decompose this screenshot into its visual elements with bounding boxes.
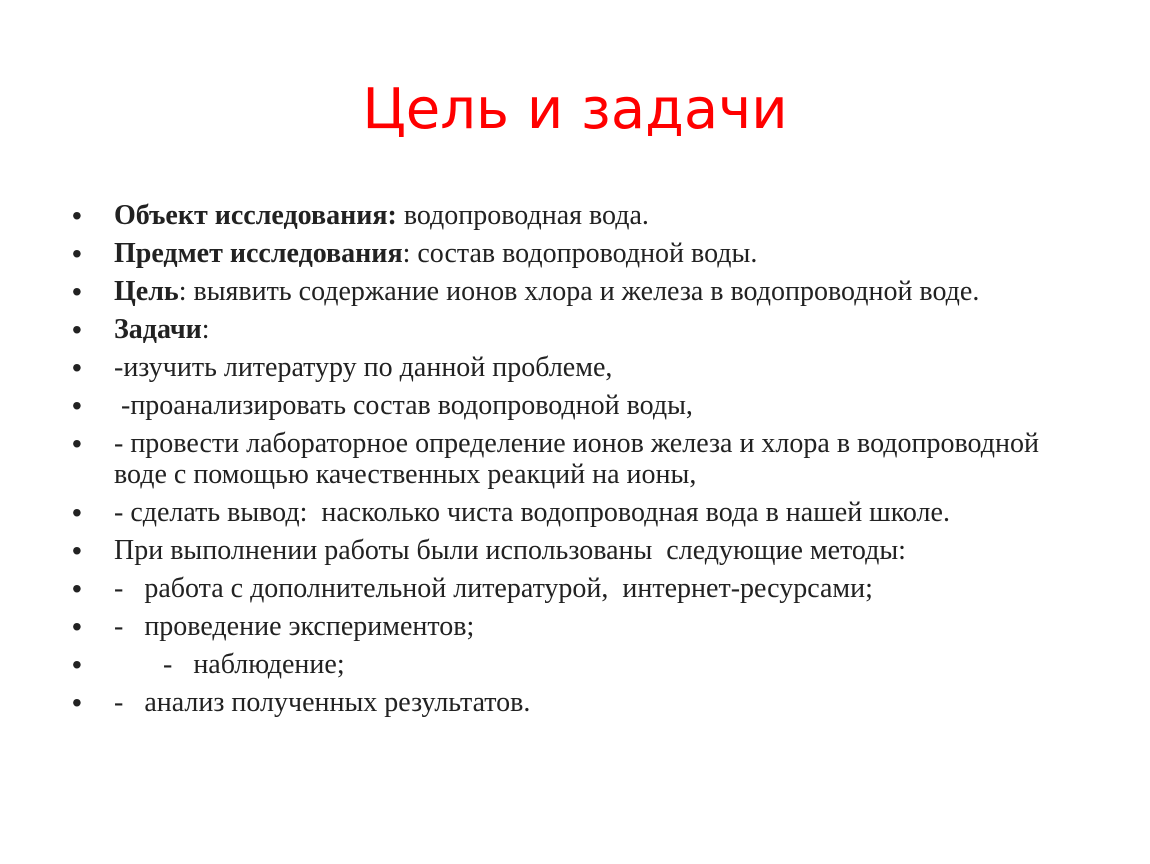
item-text: - провести лабораторное определение ионов железа и хлора в водопроводной воде с помощью качественных реакций на ионы, xyxy=(114,428,1039,490)
bullet-icon: • xyxy=(72,352,82,383)
bullet-list xyxy=(0,200,1150,725)
item-text: - сделать вывод: насколько чиста водопроводная вода в нашей школе. xyxy=(114,497,950,528)
item-text: - наблюдение; xyxy=(114,649,345,680)
bullet-icon: • xyxy=(72,573,82,604)
list-item xyxy=(0,314,1150,345)
list-item xyxy=(0,238,1150,269)
item-bold-label: Объект исследования: xyxy=(114,200,397,231)
list-item xyxy=(0,611,1150,642)
bullet-icon: • xyxy=(72,497,82,528)
list-item xyxy=(0,352,1150,383)
bullet-icon: • xyxy=(72,687,82,718)
list-item xyxy=(0,428,1150,490)
bullet-icon: • xyxy=(72,649,82,680)
item-text: При выполнении работы были использованы следующие методы: xyxy=(114,535,906,566)
item-text: - работа с дополнительной литературой, интернет-ресурсами; xyxy=(114,573,873,604)
item-text: водопроводная вода. xyxy=(396,200,649,231)
item-text: - анализ полученных результатов. xyxy=(114,687,531,718)
item-bold-label: Задачи xyxy=(114,314,202,345)
bullet-icon: • xyxy=(72,276,82,307)
list-item xyxy=(0,200,1150,231)
bullet-icon: • xyxy=(72,535,82,566)
list-item xyxy=(0,276,1150,307)
list-item xyxy=(0,649,1150,680)
item-text: - проведение экспериментов; xyxy=(114,611,475,642)
item-bold-label: Предмет исследования xyxy=(114,238,403,269)
item-text: -проанализировать состав водопроводной воды, xyxy=(114,390,693,421)
item-bold-label: Цель xyxy=(114,276,179,307)
slide-title: Цель и задачи xyxy=(362,77,788,142)
bullet-icon: • xyxy=(72,314,82,345)
bullet-icon: • xyxy=(72,428,82,459)
bullet-icon: • xyxy=(72,238,82,269)
item-text: : xyxy=(201,314,210,345)
bullet-icon: • xyxy=(72,200,82,231)
list-item xyxy=(0,535,1150,566)
item-text: : выявить содержание ионов хлора и железа в водопроводной воде. xyxy=(178,276,980,307)
item-text: -изучить литературу по данной проблеме, xyxy=(114,352,613,383)
list-item xyxy=(0,390,1150,421)
list-item xyxy=(0,497,1150,528)
list-item xyxy=(0,573,1150,604)
bullet-icon: • xyxy=(72,611,82,642)
bullet-icon: • xyxy=(72,390,82,421)
list-item xyxy=(0,687,1150,718)
item-text: : состав водопроводной воды. xyxy=(402,238,758,269)
